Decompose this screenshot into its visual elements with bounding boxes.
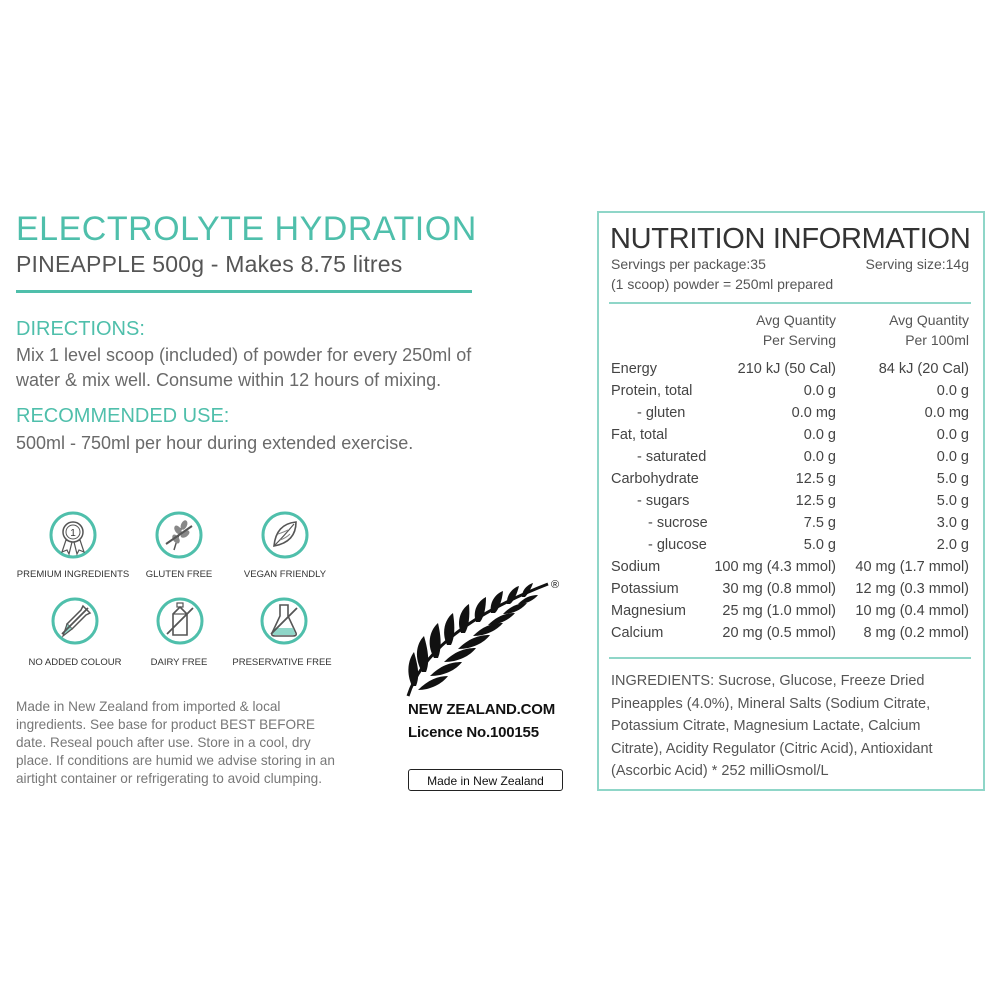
nutrition-title: NUTRITION INFORMATION [610,223,971,255]
made-in-nz-badge: Made in New Zealand [408,769,563,791]
nutrient-label: Potassium [611,581,679,597]
per-serving-value: 210 kJ (50 Cal) [737,361,836,377]
per-100ml-value: 0.0 g [936,449,969,465]
nutrition-divider-bottom [609,657,971,659]
storage-line-3: date. Reseal pouch after use. Store in a cool, dry [16,735,311,750]
nutrient-label: Protein, total [611,383,693,399]
trademark-symbol: ® [551,579,560,591]
table-row [611,449,969,471]
badge-label-vegan: VEGAN FRIENDLY [243,569,327,580]
nutrient-label: - sugars [637,493,690,509]
table-row [611,383,969,405]
per-100ml-value: 5.0 g [936,493,969,509]
svg-text:1: 1 [70,528,76,539]
storage-line-1: Made in New Zealand from imported & local [16,699,281,714]
nz-website: NEW ZEALAND.COM [408,701,555,718]
per-serving-value: 7.5 g [803,515,836,531]
per-serving-value: 0.0 g [803,383,836,399]
directions-line-1: Mix 1 level scoop (included) of powder for every 250ml of [16,345,472,365]
col-head-per-100ml-line-1: Avg Quantity [889,312,969,328]
table-row [611,581,969,603]
table-row [611,493,969,515]
per-serving-value: 12.5 g [795,471,836,487]
per-100ml-value: 5.0 g [936,471,969,487]
storage-line-4: place. If conditions are humid we advise storing in an [16,753,335,768]
nutrient-label: Energy [611,361,657,377]
table-row [611,361,969,383]
nutrient-label: - saturated [637,449,707,465]
col-head-per-100ml-line-2: Per 100ml [905,332,969,348]
recommended-heading: RECOMMENDED USE: [16,405,230,427]
table-row [611,559,969,581]
badge-label-colour: NO ADDED COLOUR [28,657,122,668]
per-serving-value: 100 mg (4.3 mmol) [714,559,836,575]
col-head-per-100ml [889,310,969,350]
badge-label-premium: PREMIUM INGREDIENTS [16,569,130,580]
table-row [611,537,969,559]
per-serving-value: 5.0 g [803,537,836,553]
serving-size: Serving size:14g [865,256,969,272]
storage-line-5: airtight container or refrigerating to avoid clumping. [16,771,323,786]
award-ribbon-icon [48,510,98,560]
servings-per-package: Servings per package:35 [611,256,766,272]
title-divider [16,290,472,293]
nutrient-label: - glucose [648,537,707,553]
wheat-crossed-icon [154,510,204,560]
table-row [611,515,969,537]
directions-line-2: water & mix well. Consume within 12 hours of mixing. [16,370,442,390]
nutrient-label: Carbohydrate [611,471,699,487]
nutrition-divider-top [609,302,971,304]
col-head-per-serving-line-2: Per Serving [762,332,836,348]
per-serving-value: 25 mg (1.0 mmol) [722,603,836,619]
badge-label-gluten: GLUTEN FREE [145,569,213,580]
recommended-text: 500ml - 750ml per hour during extended exercise. [16,433,414,453]
nutrient-label: Fat, total [611,427,668,443]
badge-label-dairy: DAIRY FREE [150,657,208,668]
ingredients-text: INGREDIENTS: Sucrose, Glucose, Freeze Dried Pineapples (4.0%), Mineral Salts (Sodium Citrate, Potassium Citrate, Magnesium Lactate, Calcium Citrate), Acidity Regulator (Citric Acid), Antioxidant (Ascorbic Acid) * 252 milliOsmol/L [611,673,933,779]
per-100ml-value: 8 mg (0.2 mmol) [863,625,969,641]
product-subtitle: PINEAPPLE 500g - Makes 8.75 litres [16,251,403,277]
per-100ml-value: 12 mg (0.3 mmol) [855,581,969,597]
per-serving-value: 12.5 g [795,493,836,509]
table-row [611,427,969,449]
per-100ml-value: 0.0 g [936,427,969,443]
nutrient-label: - gluten [637,405,686,421]
storage-line-2: ingredients. See base for product BEST BEFORE [16,717,315,732]
per-serving-value: 20 mg (0.5 mmol) [722,625,836,641]
col-head-per-serving-line-1: Avg Quantity [756,312,836,328]
table-row [611,471,969,493]
badge-label-preservative: PRESERVATIVE FREE [232,657,332,668]
per-100ml-value: 3.0 g [936,515,969,531]
table-row [611,405,969,427]
per-serving-value: 0.0 g [803,449,836,465]
storage-notes [16,698,386,788]
directions-text [16,343,471,393]
nutrient-label: Calcium [611,625,664,641]
col-head-per-serving [756,310,836,350]
leaf-icon [260,510,310,560]
directions-heading: DIRECTIONS: [16,318,145,340]
nutrient-label: Sodium [611,559,661,575]
per-100ml-value: 2.0 g [936,537,969,553]
per-serving-value: 0.0 g [803,427,836,443]
nutrient-label: Magnesium [611,603,686,619]
milk-carton-icon [155,596,205,646]
per-serving-value: 0.0 mg [791,405,836,421]
per-100ml-value: 10 mg (0.4 mmol) [855,603,969,619]
per-serving-value: 30 mg (0.8 mmol) [722,581,836,597]
flask-icon [259,596,309,646]
per-100ml-value: 84 kJ (20 Cal) [878,361,969,377]
silver-fern-icon [400,578,560,698]
per-100ml-value: 0.0 g [936,383,969,399]
serving-note: (1 scoop) powder = 250ml prepared [611,276,834,292]
table-row [611,625,969,647]
per-100ml-value: 0.0 mg [924,405,969,421]
nz-licence: Licence No.100155 [408,724,539,741]
per-100ml-value: 40 mg (1.7 mmol) [855,559,969,575]
dropper-icon [50,596,100,646]
table-row [611,603,969,625]
nutrient-label: - sucrose [648,515,708,531]
product-title: ELECTROLYTE HYDRATION [16,210,477,248]
